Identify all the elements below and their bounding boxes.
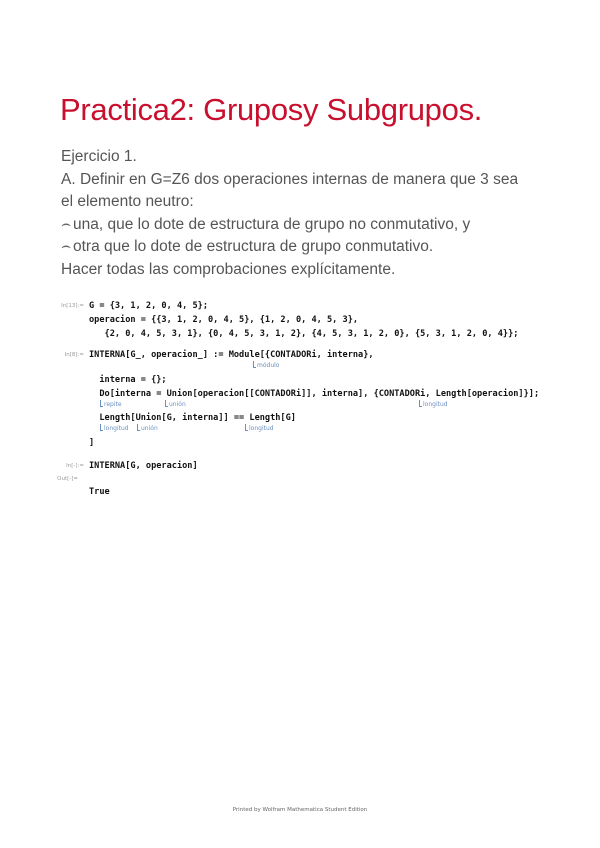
output-value: True [89, 487, 110, 497]
code-line[interactable]: Do[interna = Union[operacion[[CONTADORi]], interna], {CONTADORi, Length[operacion]}]; [89, 389, 540, 399]
function-hint: longitud [100, 424, 129, 432]
code-line[interactable]: Length[Union[G, interna]] == Length[G] [89, 413, 296, 423]
bullet-text: una, que lo dote de estructura de grupo no conmutativo, y [73, 215, 471, 233]
code-line[interactable]: G = {3, 1, 2, 0, 4, 5}; [89, 301, 208, 311]
code-line[interactable]: operacion = {{3, 1, 2, 0, 4, 5}, {1, 2, 0, 4, 5, 3}, [89, 315, 359, 325]
function-hint: unión [165, 400, 186, 408]
function-hint: módulo [253, 361, 279, 369]
bullet-icon: ⌢ [61, 238, 72, 255]
exercise-line: A. Definir en G=Z6 dos operaciones internas de manera que 3 sea [61, 170, 519, 188]
cell-input-label: In[8]:= [64, 352, 84, 358]
function-hint: repite [100, 400, 122, 408]
exercise-line: el elemento neutro: [61, 193, 194, 210]
code-line[interactable]: INTERNA[G_, operacion_] := Module[{CONTADORi, interna}, [89, 350, 374, 360]
function-hint: unión [137, 424, 158, 432]
bullet-text: otra que lo dote de estructura de grupo conmutativo. [73, 238, 434, 255]
exercise-line: Hacer todas las comprobaciones explícitamente. [61, 260, 396, 278]
code-line[interactable]: INTERNA[G, operacion] [89, 461, 198, 471]
bullet-item [61, 236, 541, 259]
code-line[interactable]: {2, 0, 4, 5, 3, 1}, {0, 4, 5, 3, 1, 2}, {4, 5, 3, 1, 2, 0}, {5, 3, 1, 2, 0, 4}}; [89, 329, 519, 339]
cell-input-label: In[-]:= [66, 463, 84, 469]
function-hint: longitud [419, 400, 448, 408]
exercise-line: Ejercicio 1. [61, 148, 137, 165]
code-line[interactable]: interna = {}; [89, 375, 167, 385]
print-footer: Printed by Wolfram Mathematica Student Edition [232, 807, 368, 813]
cell-input-label: In[13]:= [61, 303, 84, 309]
function-hint: longitud [245, 424, 274, 432]
code-line[interactable]: ] [89, 438, 95, 448]
cell-output-label: Out[-]= [57, 476, 78, 482]
bullet-icon: ⌢ [61, 215, 72, 233]
page-title: Practica2: Gruposy Subgrupos. [60, 92, 483, 127]
exercise-text [61, 146, 541, 281]
bullet-item [61, 214, 541, 237]
